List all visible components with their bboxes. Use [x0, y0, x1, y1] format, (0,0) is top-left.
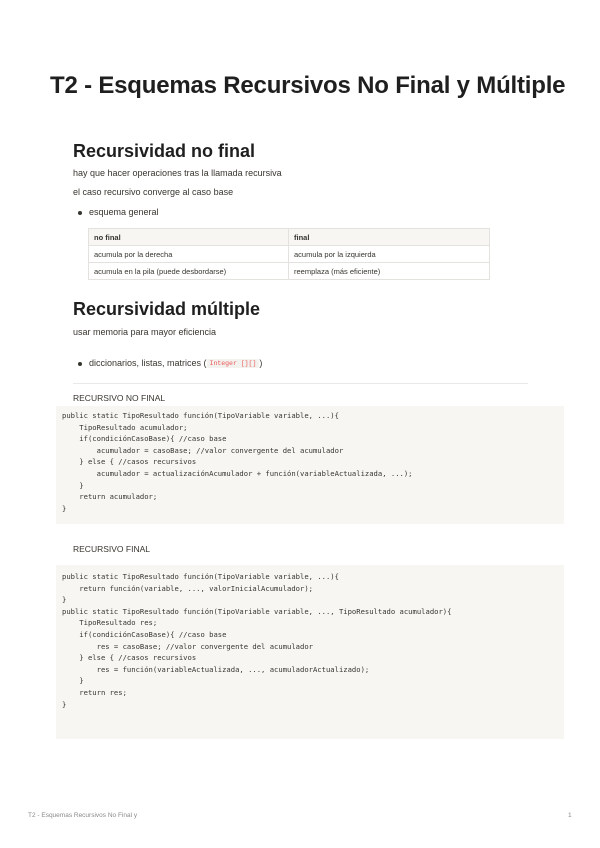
bullet-text: diccionarios, listas, matrices (: [89, 358, 207, 368]
table-header-cell: final: [289, 229, 490, 246]
code-label-final: RECURSIVO FINAL: [73, 544, 150, 554]
table-cell: reemplaza (más eficiente): [289, 263, 490, 280]
table-cell: acumula por la izquierda: [289, 246, 490, 263]
code-line: }: [62, 676, 84, 686]
code-line: } else { //casos recursivos: [62, 653, 197, 663]
table-header-row: [89, 229, 490, 246]
bullet-item: esquema general: [73, 207, 533, 217]
paragraph: hay que hacer operaciones tras la llamada recursiva: [73, 168, 282, 178]
code-line: if(condiciónCasoBase){ //caso base: [62, 434, 227, 444]
code-line: public static TipoResultado función(TipoVariable variable, ..., TipoResultado acumulador){: [62, 606, 452, 616]
code-block-no-final: [56, 406, 564, 524]
code-line: return acumulador;: [62, 492, 158, 502]
table-cell: acumula en la pila (puede desbordarse): [89, 263, 289, 280]
table-header-cell: no final: [89, 229, 289, 246]
bullet-close: ): [259, 358, 263, 368]
code-line: if(condiciónCasoBase){ //caso base: [62, 629, 227, 639]
code-line: return función(variable, ..., valorInicialAcumulador);: [62, 583, 313, 593]
footer-title: T2 - Esquemas Recursivos No Final y: [28, 812, 138, 819]
table-cell: acumula por la derecha: [89, 246, 289, 263]
code-line: }: [62, 595, 67, 605]
inline-code: Integer [][]: [207, 359, 260, 368]
code-line: return res;: [62, 687, 127, 697]
code-line: public static TipoResultado función(TipoVariable variable, ...){: [62, 572, 339, 581]
code-line: res = casoBase; //valor convergente del acumulador: [62, 641, 313, 651]
section-heading-multiple: Recursividad múltiple: [73, 299, 261, 319]
code-line: acumulador = casoBase; //valor convergente del acumulador: [62, 445, 344, 455]
code-label-no-final: RECURSIVO NO FINAL: [73, 393, 166, 403]
code-line: acumulador = actualizaciónAcumulador + función(variableActualizada, ...);: [62, 468, 413, 478]
code-line: } else { //casos recursivos: [62, 457, 197, 467]
table-row: [89, 263, 490, 280]
code-line: TipoResultado res;: [62, 618, 158, 628]
code-line: public static TipoResultado función(TipoVariable variable, ...){: [62, 411, 339, 420]
comparison-table: [88, 228, 490, 280]
paragraph: el caso recursivo converge al caso base: [73, 187, 234, 197]
paragraph: usar memoria para mayor eficiencia: [73, 327, 217, 337]
bullet-item: [73, 358, 533, 368]
page-title: T2 - Esquemas Recursivos No Final y Múltiple: [50, 72, 566, 99]
code-line: TipoResultado acumulador;: [62, 422, 188, 432]
section-heading-no-final: Recursividad no final: [73, 141, 256, 161]
code-line: }: [62, 699, 67, 709]
code-line: }: [62, 503, 67, 513]
code-line: res = función(variableActualizada, ..., acumuladorActualizado);: [62, 664, 370, 674]
page-number: 1: [568, 812, 572, 819]
code-block-final: [56, 565, 564, 739]
code-line: }: [62, 480, 84, 490]
table-row: [89, 246, 490, 263]
divider: [73, 383, 528, 384]
